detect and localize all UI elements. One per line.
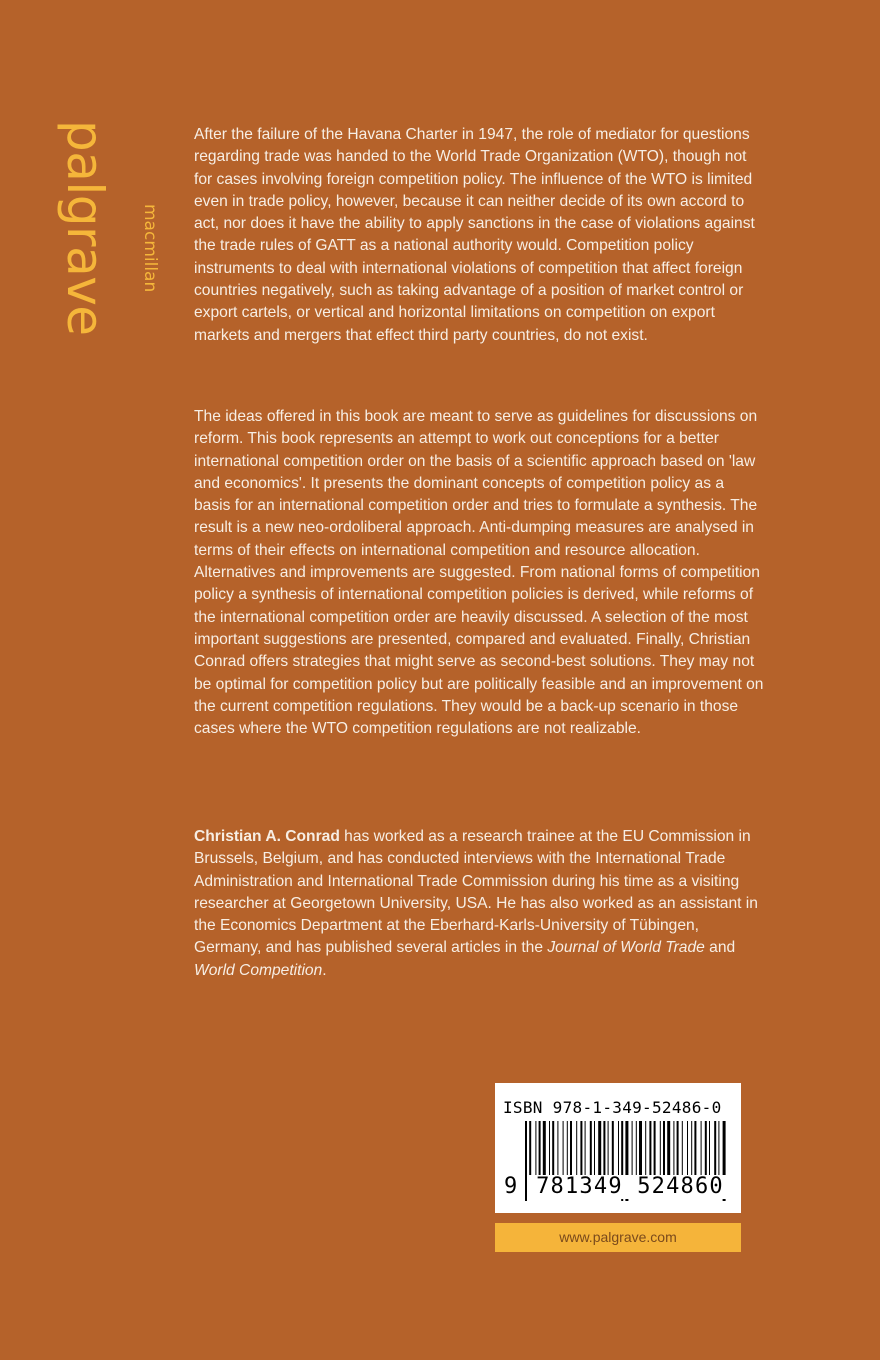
barcode-bar xyxy=(663,1121,665,1175)
barcode-bar xyxy=(557,1121,558,1175)
barcode-bar xyxy=(585,1121,586,1175)
barcode-bar xyxy=(552,1121,554,1175)
isbn-barcode xyxy=(495,1083,741,1213)
ean-digits: 781349 524860 xyxy=(529,1175,731,1199)
barcode-bar xyxy=(691,1121,692,1175)
author-name: Christian A. Conrad xyxy=(194,828,340,845)
barcode-bar xyxy=(576,1121,577,1175)
barcode-bar xyxy=(594,1121,595,1175)
barcode-bar xyxy=(535,1121,536,1175)
author-bio-text-1: has worked as a research trainee at the EU Commission in Brussels, Belgium, and has conducted interviews with the International Trade Administration and International Trade Commission during his time as a visiting researcher at Georgetown University, USA. He has also worked as an assistant in the Economics Department at the Eberhard-Karls-University of Tübingen, Germany, and has published several articles in the xyxy=(194,828,758,957)
barcode-bar xyxy=(590,1121,592,1175)
isbn-label: ISBN 978-1-349-52486-0 xyxy=(503,1098,722,1117)
barcode-bar xyxy=(543,1121,546,1175)
journal-title-2: World Competition xyxy=(194,961,323,979)
barcode-bar xyxy=(612,1121,614,1175)
barcode-bar xyxy=(705,1121,707,1175)
barcode-bar xyxy=(549,1121,550,1175)
logo-palgrave: palgrave xyxy=(56,120,114,336)
blurb-paragraph-1: After the failure of the Havana Charter in 1947, the role of mediator for questions regarding trade was handed to the World Trade Organization (WTO), though not for cases involving foreign competition policy. The influence of the WTO is limited even in trade policy, however, because it can neither decide of its own accord to act, nor does it have the ability to apply sanctions in the case of violations against the trade rules of GATT as a national authority would. Competition policy instruments to deal with international violations of competition that affect foreign countries negatively, such as taking advantage of a position of market control or export cartels, or vertical and horizontal limitations on competition on export markets and mergers that effect third party countries, do not exist. xyxy=(194,126,755,344)
barcode-bar xyxy=(718,1121,719,1175)
barcode-bar xyxy=(660,1121,661,1175)
journal-title-1: Journal of World Trade xyxy=(547,939,705,957)
author-bio xyxy=(194,826,764,982)
barcode-bar xyxy=(667,1121,670,1175)
barcode-bar xyxy=(632,1121,633,1175)
barcode-bar xyxy=(636,1121,637,1175)
palgrave-macmillan-logo xyxy=(58,120,168,360)
barcode-bar xyxy=(603,1121,605,1175)
barcode-bar xyxy=(639,1121,642,1175)
publisher-website[interactable]: www.palgrave.com xyxy=(495,1223,741,1252)
barcode-bar xyxy=(701,1121,702,1175)
barcode-bar xyxy=(673,1121,674,1175)
barcode-bar xyxy=(570,1121,572,1175)
author-bio-text-2: and xyxy=(704,939,736,957)
barcode-bar xyxy=(714,1121,716,1175)
barcode-bar xyxy=(687,1121,688,1175)
barcode-bar xyxy=(682,1121,683,1175)
barcode-bar xyxy=(598,1121,601,1175)
barcode-bar xyxy=(539,1121,541,1175)
barcode-bar xyxy=(580,1121,582,1175)
logo-macmillan: macmillan xyxy=(140,204,160,293)
ean-first-digit: 9 xyxy=(504,1174,518,1199)
barcode-bar xyxy=(529,1121,531,1175)
barcode-bar xyxy=(567,1121,568,1175)
barcode-bar xyxy=(525,1121,527,1201)
barcode-bar xyxy=(608,1121,609,1175)
barcode-bar xyxy=(654,1121,656,1175)
barcode-bar xyxy=(694,1121,696,1175)
author-bio-text-3: . xyxy=(322,961,327,979)
barcode-bar xyxy=(645,1121,646,1175)
barcode-bar xyxy=(563,1121,564,1175)
blurb-paragraph-2: The ideas offered in this book are meant to serve as guidelines for discussions on reform. This book represents an attempt to work out conceptions for a better international competition order on the basis of a scientific approach based on 'law and economics'. It presents the dominant concepts of competition policy as a basis for an international competition order and tries to formulate a synthesis. The result is a new neo-ordoliberal approach. Anti-dumping measures are analysed in terms of their effects on international competition and resource allocation. Alternatives and improvements are suggested. From national forms of competition policy a synthesis of international competition policies is derived, while reforms of the international competition order are heavily discussed. A selection of the most important suggestions are presented, compared and evaluated. Finally, Christian Conrad offers strategies that might serve as second-best solutions. They may not be optimal for competition policy but are politically feasible and an improvement on the current competition regulations. They would be a back-up scenario in those cases where the WTO competition regulations are not realizable. xyxy=(194,408,764,738)
barcode-bar xyxy=(618,1121,619,1175)
barcode-bar xyxy=(709,1121,710,1175)
barcode-bar xyxy=(649,1121,651,1175)
barcode-bar xyxy=(677,1121,679,1175)
